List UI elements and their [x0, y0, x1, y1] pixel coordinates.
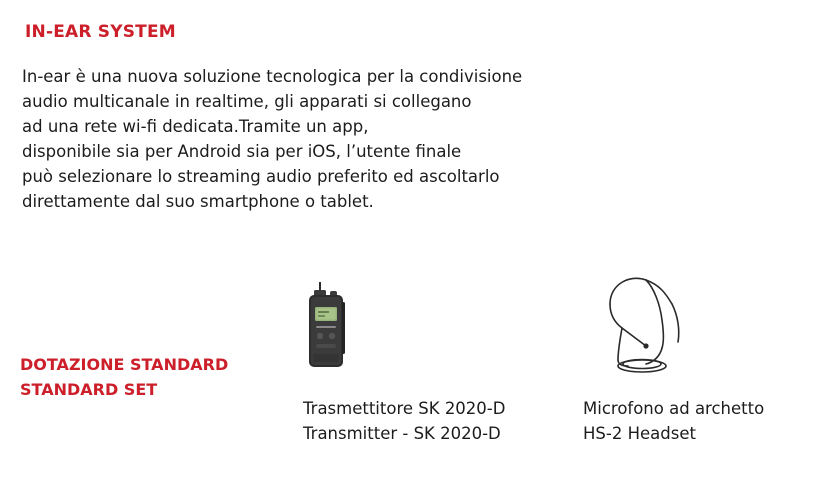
paragraph-line: può selezionare lo streaming audio preferito ed ascoltarlo — [22, 167, 500, 186]
standard-set-heading-en: STANDARD SET — [20, 380, 158, 399]
headset-caption — [583, 396, 764, 446]
paragraph-line: disponibile sia per Android sia per iOS, l’utente finale — [22, 142, 462, 161]
transmitter-caption — [303, 396, 505, 446]
transmitter-caption-en: Transmitter - SK 2020-D — [303, 424, 501, 443]
headset-caption-en: HS-2 Headset — [583, 424, 696, 443]
transmitter-image — [296, 280, 366, 380]
paragraph-line: direttamente dal suo smartphone o tablet. — [22, 192, 374, 211]
standard-set-heading-it: DOTAZIONE STANDARD — [20, 355, 229, 374]
headset-image — [580, 268, 700, 380]
paragraph-line: audio multicanale in realtime, gli apparati si collegano — [22, 92, 472, 111]
transmitter-caption-it: Trasmettitore SK 2020-D — [303, 399, 506, 418]
paragraph-line: In-ear è una nuova soluzione tecnologica per la condivisione — [22, 67, 523, 86]
paragraph-line: ad una rete wi-fi dedicata.Tramite un app, — [22, 117, 369, 136]
page-title: IN-EAR SYSTEM — [25, 22, 176, 42]
description-paragraph — [22, 64, 662, 214]
headset-caption-it: Microfono ad archetto — [583, 399, 765, 418]
standard-set-heading — [20, 352, 228, 402]
